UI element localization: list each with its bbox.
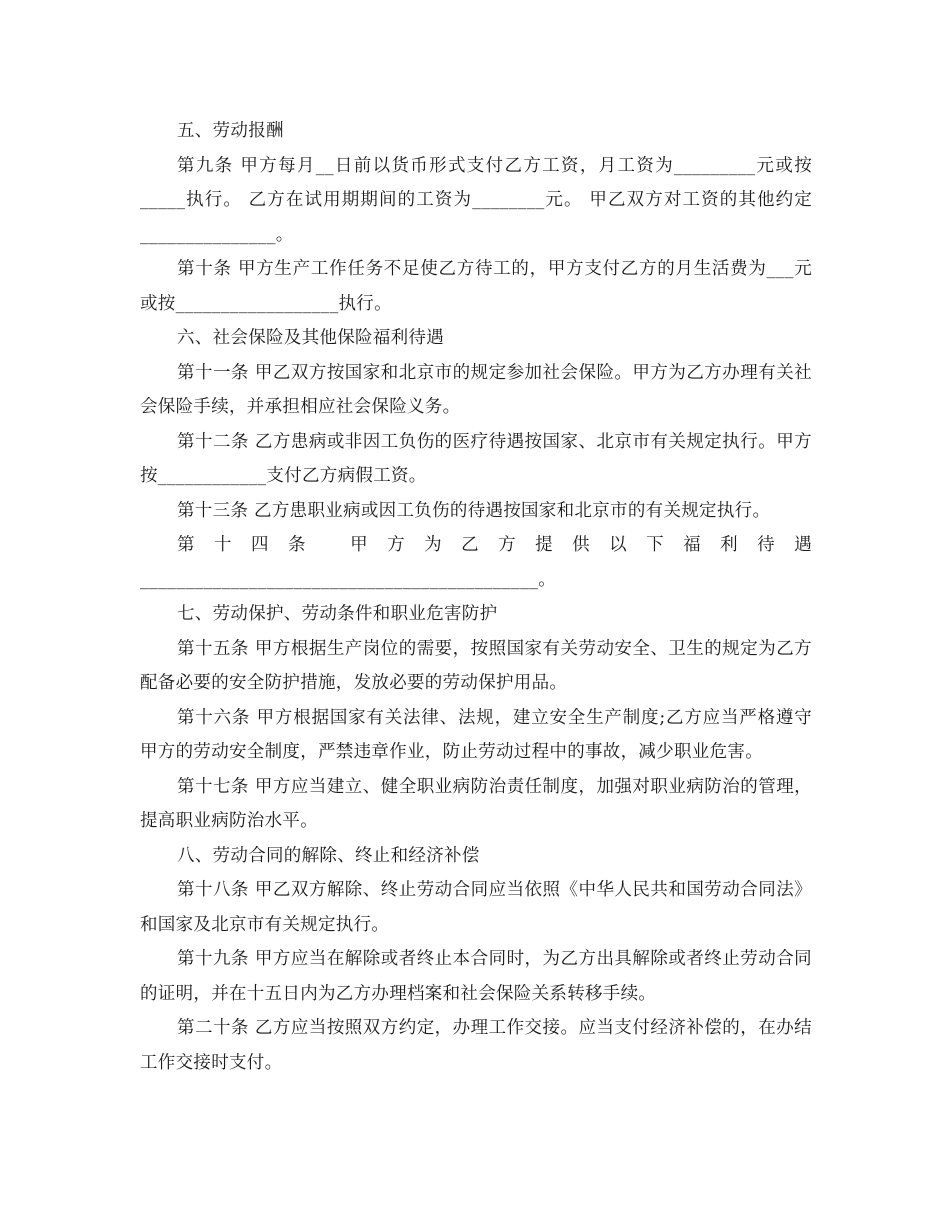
clause-19: 第十九条 甲方应当在解除或者终止本合同时，为乙方出具解除或者终止劳动合同的证明，并在十五日内为乙方办理档案和社会保险关系转移手续。: [140, 949, 812, 1004]
clause-17: 第十七条 甲方应当建立、健全职业病防治责任制度，加强对职业病防治的管理，提高职业病防治水平。: [140, 776, 812, 831]
clause-13: 第十三条 乙方患职业病或因工负伤的待遇按国家和北京市的有关规定执行。: [177, 500, 771, 521]
clause-15: 第十五条 甲方根据生产岗位的需要，按照国家有关劳动安全、卫生的规定为乙方配备必要的安全防护措施，发放必要的劳动保护用品。: [140, 638, 812, 693]
clause-20: 第二十条 乙方应当按照双方约定，办理工作交接。应当支付经济补偿的，在办结工作交接时支付。: [140, 1018, 812, 1073]
section-heading-5: 五、劳动报酬: [177, 121, 284, 141]
document-body: [140, 114, 812, 1080]
section-heading-7: 七、劳动保护、劳动条件和职业危害防护: [177, 604, 498, 624]
clause-14: 第十四条 甲方为乙方提供以下福利待遇____________________________________________。: [140, 535, 812, 590]
clause-16: 第十六条 甲方根据国家有关法律、法规，建立安全生产制度;乙方应当严格遵守甲方的劳动安全制度，严禁违章作业，防止劳动过程中的事故，减少职业危害。: [140, 707, 812, 762]
clause-11: 第十一条 甲乙双方按国家和北京市的规定参加社会保险。甲方为乙方办理有关社会保险手续，并承担相应社会保险义务。: [140, 362, 812, 417]
clause-12: 第十二条 乙方患病或非因工负伤的医疗待遇按国家、北京市有关规定执行。甲方按____________支付乙方病假工资。: [140, 431, 812, 486]
clause-10: 第十条 甲方生产工作任务不足使乙方待工的，甲方支付乙方的月生活费为___元或按__________________执行。: [140, 259, 812, 314]
section-heading-8: 八、劳动合同的解除、终止和经济补偿: [177, 845, 480, 866]
clause-18: 第十八条 甲乙双方解除、终止劳动合同应当依照《中华人民共和国劳动合同法》和国家及北京市有关规定执行。: [140, 880, 812, 935]
clause-9: 第九条 甲方每月__日前以货币形式支付乙方工资，月工资为_________元或按_____执行。 乙方在试用期期间的工资为________元。 甲乙双方对工资的其他约定_______________。: [140, 155, 812, 245]
section-heading-6: 六、社会保险及其他保险福利待遇: [177, 328, 444, 348]
